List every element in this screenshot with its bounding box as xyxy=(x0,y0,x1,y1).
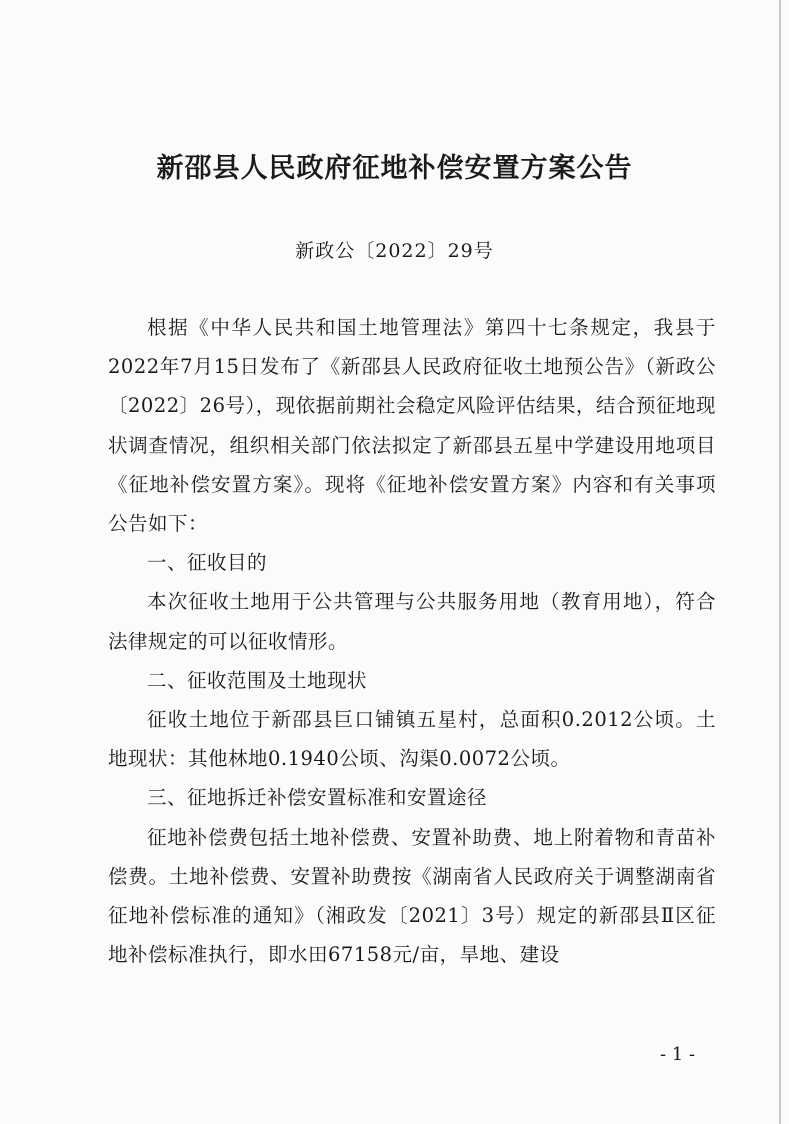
section-heading-standards: 三、征地拆迁补偿安置标准和安置途径 xyxy=(147,786,488,810)
paragraph-scope: 征收土地位于新邵县巨口铺镇五星村，总面积0.2012公顷。土地现状：其他林地0.1940公顷、沟渠0.0072公顷。 xyxy=(108,708,716,771)
paragraph-purpose: 本次征收土地用于公共管理与公共服务用地（教育用地），符合法律规定的可以征收情形。 xyxy=(108,590,716,653)
document-title: 新邵县人民政府征地补偿安置方案公告 xyxy=(156,153,633,184)
paragraph-standards: 征地补偿费包括土地补偿费、安置补助费、地上附着物和青苗补偿费。土地补偿费、安置补助费按《湖南省人民政府关于调整湖南省征地补偿标准的通知》（湘政发〔2021〕3号）规定的新邵县Ⅱ区征地补偿标准执行，即水田67158元/亩，旱地、建设 xyxy=(108,825,716,967)
document-number: 新政公〔2022〕29号 xyxy=(295,240,494,262)
section-heading-scope: 二、征收范围及土地现状 xyxy=(147,668,368,692)
paragraph-intro: 根据《中华人民共和国土地管理法》第四十七条规定，我县于2022年7月15日发布了《新邵县人民政府征收土地预公告》（新政公〔2022〕26号），现依据前期社会稳定风险评估结果，结合预征地现状调查情况，组织相关部门依法拟定了新邵县五星中学建设用地项目《征地补偿安置方案》。现将《征地补偿安置方案》内容和有关事项公告如下： xyxy=(108,316,716,536)
page-number: - 1 - xyxy=(660,1044,696,1065)
document-body xyxy=(108,308,716,974)
section-heading-purpose: 一、征收目的 xyxy=(147,551,268,575)
